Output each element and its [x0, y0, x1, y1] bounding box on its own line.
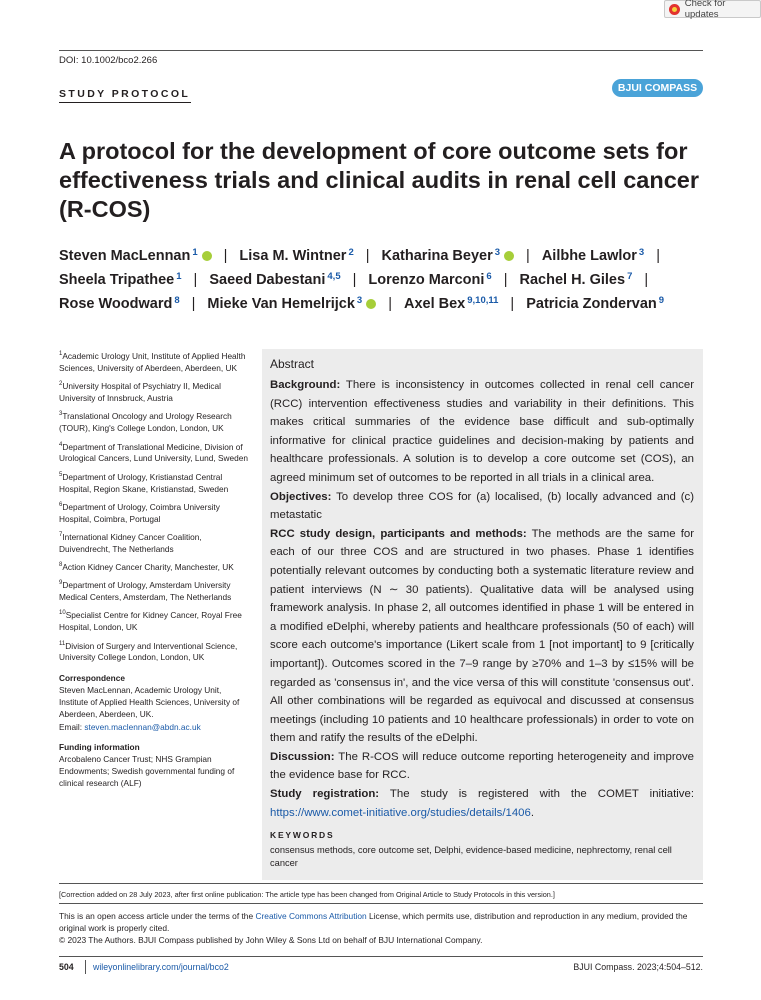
divider [59, 903, 703, 904]
article-type-underline [59, 102, 191, 103]
author-line-3 [59, 296, 719, 320]
author[interactable]: Saeed Dabestani $^{4,5}$ [209, 271, 341, 288]
article-title: A protocol for the development of core outcome sets for effectiveness trials and clinical audits in renal cell cancer (R-COS) [59, 138, 700, 222]
affiliations-column [59, 348, 249, 790]
registration-link[interactable]: https://www.comet-initiative.org/studies/details/1406 [270, 806, 531, 819]
author[interactable]: Rachel H. Giles $^7$ [519, 271, 633, 288]
author[interactable]: Steven MacLennan $^1$ [59, 248, 212, 264]
author-separator: | [223, 248, 228, 264]
abstract-registration: Study registration: The study is registered with the COMET initiative: https://www.comet-initiative.org/studies/details/1406. [270, 788, 694, 819]
page-number: 504 [59, 962, 74, 972]
orcid-icon[interactable] [504, 251, 514, 261]
author[interactable]: Lorenzo Marconi $^6$ [368, 271, 492, 288]
divider [59, 956, 703, 957]
affiliation: $^3$Translational Oncology and Urology Research (TOUR), King's College London, London, UK [59, 411, 232, 434]
author-separator: | [193, 272, 198, 288]
affiliation: $^{11}$Division of Surgery and Interventional Science, University College London, London, UK [59, 640, 238, 663]
abstract-heading: Abstract [270, 357, 315, 371]
abstract-background: Background: There is inconsistency in outcomes collected in renal cell cancer (RCC) intervention effectiveness studies and variability in their definitions. This makes critical summaries of the evidence base difficult and sub-optimally informative for clinical practice guidelines and decision-making by patients and healthcare professionals. A solution is to develop a core outcome set (COS), an agreed minimum set of outcomes to be reported in all trials in a clinical area. [270, 379, 694, 484]
author-separator: | [656, 248, 660, 264]
divider [59, 883, 703, 884]
affiliation: $^6$Department of Urology, Coimbra University Hospital, Coimbra, Portugal [59, 501, 220, 524]
email-link[interactable]: steven.maclennan@abdn.ac.uk [84, 721, 201, 732]
author-separator: | [352, 272, 357, 288]
funding-heading: Funding information [59, 741, 140, 752]
correction-note: [Correction added on 28 July 2023, after first online publication: The article type has been changed from Original Article to Study Protocols in this version.] [59, 890, 555, 899]
author[interactable]: Ailbhe Lawlor $^3$ [541, 247, 645, 264]
check-updates-label: Check for updates [684, 0, 726, 20]
author[interactable]: Patricia Zondervan $^9$ [526, 295, 665, 312]
affiliation: $^4$Department of Translational Medicine, Division of Urological Cancers, Lund University, Lund, Sweden [59, 441, 248, 464]
doi: DOI: 10.1002/bco2.266 [59, 55, 158, 66]
correspondence-heading: Correspondence [59, 672, 125, 683]
footer-citation: BJUI Compass. 2023;4:504–512. [573, 962, 703, 972]
orcid-icon[interactable] [366, 299, 376, 309]
license-text: This is an open access article under the terms of the Creative Commons Attribution License, which permits use, distribution and reproduction in any medium, provided the original work is properly cited. © 2023 The Authors. BJUI Compass published by John Wiley & Sons Ltd on behalf of BJU International Company. [59, 910, 703, 947]
footer-separator [85, 960, 86, 974]
author[interactable]: Lisa M. Wintner $^2$ [239, 247, 354, 264]
orcid-icon[interactable] [202, 251, 212, 261]
top-rule [59, 50, 703, 51]
article-type: STUDY PROTOCOL [59, 88, 191, 100]
correspondence-email-line: Email: steven.maclennan@abdn.ac.uk [59, 721, 201, 732]
abstract-design: RCC study design, participants and methods: The methods are the same for each of our three COS and are structured in two phases. Phase 1 identifies potentially relevant outcomes by conducting both a systematic literature review and patient interviews (N ∼ 30 patients). Qualitative data will be analysed using framework analysis. In phase 2, all outcomes identified in phase 1 will be entered in a modified eDelphi, whereby patients and healthcare professionals (50 of each) will score each outcome's importance (Likert scale from 1 [not important] to 9 [critically important]). Outcomes scored in the 7–9 range by ≥70% and 1–3 by ≤15% will be regarded as 'consensus in', and the vice versa of this will constitute 'consensus out'. All other combinations will be regarded as equivocal and discussed at consensus meetings (including 10 patients and 10 healthcare professionals) in order to vote on them and ratify the results of the eDelphi. [270, 527, 694, 745]
abstract-discussion: Discussion: The R-COS will reduce outcome reporting heterogeneity and improve the evidence base for RCC. [270, 750, 694, 782]
author[interactable]: Rose Woodward $^8$ [59, 295, 180, 312]
abstract-objectives: Objectives: To develop three COS for (a) localised, (b) locally advanced and (c) metastatic [270, 490, 694, 522]
correspondence-text: Steven MacLennan, Academic Urology Unit, Institute of Applied Health Sciences, University of Aberdeen, Aberdeen, UK. [59, 684, 240, 720]
keywords-text: consensus methods, core outcome set, Delphi, evidence-based medicine, nephrectomy, renal cell cancer [270, 845, 672, 868]
author-list [59, 248, 719, 320]
author[interactable]: Katharina Beyer $^3$ [382, 248, 515, 264]
journal-url-link[interactable]: wileyonlinelibrary.com/journal/bco2 [93, 962, 229, 972]
author[interactable]: Sheela Tripathee $^1$ [59, 271, 182, 288]
crossmark-icon [669, 4, 680, 15]
check-for-updates-button[interactable] [664, 0, 761, 18]
author[interactable]: Axel Bex $^{9,10,11}$ [403, 295, 499, 312]
affiliation: $^2$University Hospital of Psychiatry II, Medical University of Innsbruck, Austria [59, 380, 221, 404]
journal-badge: BJUI COMPASS [612, 79, 703, 97]
creative-commons-link[interactable]: Creative Commons Attribution [255, 911, 367, 921]
affiliation: $^7$International Kidney Cancer Coalition, Duivendrecht, The Netherlands [59, 531, 202, 554]
affiliation: $^8$Action Kidney Cancer Charity, Manchester, UK [59, 561, 234, 572]
affiliation: $^1$Academic Urology Unit, Institute of Applied Health Sciences, University of Aberdeen, Aberdeen, UK [59, 350, 246, 373]
copyright: © 2023 The Authors. BJUI Compass published by John Wiley & Sons Ltd on behalf of BJU International Company. [59, 935, 483, 946]
author-separator: | [526, 248, 530, 264]
abstract-body [270, 376, 694, 822]
author-line-1 [59, 248, 719, 272]
affiliation: $^5$Department of Urology, Kristianstad Central Hospital, Region Skane, Kristianstad, Sweden [59, 471, 229, 494]
author-separator: | [388, 296, 392, 312]
affiliation: $^9$Department of Urology, Amsterdam University Medical Centers, Amsterdam, The Netherlands [59, 579, 232, 603]
funding-text: Arcobaleno Cancer Trust; NHS Grampian Endowments; Swedish governmental funding of clinical research (ALF) [59, 753, 235, 789]
author-separator: | [365, 248, 370, 264]
affiliation: $^{10}$Specialist Centre for Kidney Cancer, Royal Free Hospital, London, UK [59, 610, 242, 633]
keywords-heading: KEYWORDS [270, 830, 335, 840]
author-separator: | [503, 272, 508, 288]
author[interactable]: Mieke Van Hemelrijck $^3$ [207, 296, 376, 312]
author-line-2 [59, 272, 719, 296]
author-separator: | [191, 296, 196, 312]
author-separator: | [644, 272, 649, 288]
author-separator: | [510, 296, 515, 312]
